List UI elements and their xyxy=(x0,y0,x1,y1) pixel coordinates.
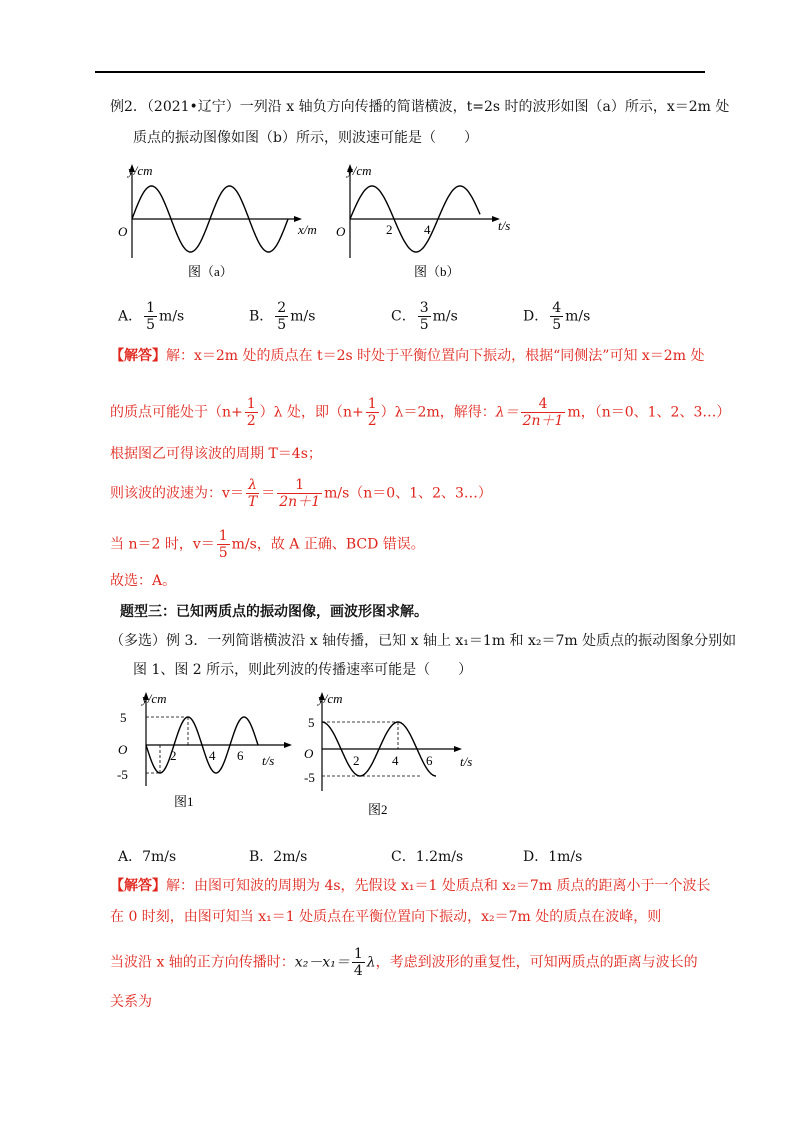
fig-a-ylabel: y/cm xyxy=(128,163,153,178)
fig-a-caption: 图（a） xyxy=(188,264,233,279)
fig-2-origin: O xyxy=(304,746,314,761)
fig-1-tick-6: 6 xyxy=(237,748,244,763)
fig-2-ymax: 5 xyxy=(308,715,315,730)
ex3-option-c[interactable]: C．1.2m/s xyxy=(391,849,464,865)
figure-b-vibration xyxy=(330,158,530,283)
fig-2-tick-2: 2 xyxy=(353,753,360,768)
fig-2-xlabel: t/s xyxy=(460,754,473,769)
fig-1-caption: 图1 xyxy=(174,794,194,809)
figure-a-wave xyxy=(110,158,320,283)
ex2-question-line2: 质点的振动图像如图（b）所示，则波速可能是（ ） xyxy=(133,130,478,146)
ex3-question-line2: 图 1、图 2 所示，则此列波的传播速率可能是（ ） xyxy=(133,662,473,678)
fig-1-tick-2: 2 xyxy=(170,748,177,763)
ex3-solution-line4: 关系为 xyxy=(110,994,152,1010)
ex3-question-line1: （多选）例 3．一列简谐横波沿 x 轴传播，已知 x 轴上 x₁＝1m 和 x₂＝7m 处质点的振动图象分别如 xyxy=(110,633,737,649)
ex2-option-b[interactable]: B． $\frac{2}{5}$ m/s xyxy=(249,300,316,333)
fig-1-ymin: -5 xyxy=(117,767,128,782)
type3-heading: 题型三：已知两质点的振动图像，画波形图求解。 xyxy=(120,604,428,620)
ex3-option-a[interactable]: A．7m/s xyxy=(118,849,177,865)
ex2-option-c[interactable]: C． $\frac{3}{5}$ m/s xyxy=(391,300,458,333)
figure-1-vibration xyxy=(112,686,297,814)
figure-2-vibration xyxy=(300,686,485,822)
ex3-option-d[interactable]: D．1m/s xyxy=(523,849,583,865)
fig-2-tick-6: 6 xyxy=(426,753,433,768)
header-rule xyxy=(95,71,705,73)
ex2-option-d[interactable]: D． $\frac{4}{5}$ m/s xyxy=(523,300,591,333)
fig-1-ylabel: y/cm xyxy=(142,691,167,706)
ex2-solution-line3: 根据图乙可得该波的周期 T＝4s； xyxy=(110,446,322,462)
fig-b-caption: 图（b） xyxy=(414,264,460,279)
ex3-solution-line3: 当波沿 x 轴的正方向传播时：x₂－x₁＝ $\frac{1}{4}$ λ，考虑到波形的重复性，可知两质点的距离与波长的 xyxy=(110,946,698,979)
fig-a-xlabel: x/m xyxy=(298,222,317,237)
fig-b-ylabel: y/cm xyxy=(347,163,372,178)
fig-b-tick-4: 4 xyxy=(424,222,431,237)
ex2-question-line1: 例2．（2021•辽宁）一列沿 x 轴负方向传播的简谐横波，t=2s 时的波形如图（a）所示，x＝2m 处 xyxy=(110,99,730,115)
fig-1-ymax: 5 xyxy=(120,710,127,725)
fig-a-origin: O xyxy=(118,224,128,239)
ex2-solution-line5: 当 n＝2 时，v＝ $\frac{1}{5}$ m/s，故 A 正确、BCD 错误。 xyxy=(110,528,425,561)
ex3-solution-line1: 【解答】解：由图可知波的周期为 4s，先假设 x₁＝1 处质点和 x₂＝7m 质点的距离小于一个波长 xyxy=(110,878,711,894)
fig-b-tick-2: 2 xyxy=(386,222,393,237)
ex3-solution-line2: 在 0 时刻，由图可知当 x₁＝1 处质点在平衡位置向下振动，x₂＝7m 处的质点在波峰，则 xyxy=(110,909,662,925)
fig-1-tick-4: 4 xyxy=(209,748,216,763)
fig-b-xlabel: t/s xyxy=(498,218,511,233)
fig-1-xlabel: t/s xyxy=(262,753,275,768)
ex2-solution-line2: 的质点可能处于（n+ $\frac{1}{2}$ ）λ 处，即（n+ $\frac{1}{2}$ ）λ＝2m，解得：λ＝ $\frac{4}{2n+1}$ m，（n＝0、1、2、3…） xyxy=(110,396,731,429)
fig-2-ymin: -5 xyxy=(304,770,315,785)
fig-2-ylabel: y/cm xyxy=(318,691,343,706)
ex2-solution-answer: 故选：A。 xyxy=(110,573,177,589)
fig-b-origin: O xyxy=(336,224,346,239)
fig-1-origin: O xyxy=(118,742,128,757)
ex2-solution-line1: 【解答】解：x＝2m 处的质点在 t＝2s 时处于平衡位置向下振动，根据“同侧法”可知 x＝2m 处 xyxy=(110,348,705,364)
ex3-option-b[interactable]: B．2m/s xyxy=(249,849,308,865)
fig-2-caption: 图2 xyxy=(368,802,388,817)
ex2-option-a[interactable]: A． $\frac{1}{5}$ m/s xyxy=(118,300,185,333)
ex2-solution-line4: 则该波的波速为：v＝ $\frac{\lambda}{T}$ ＝ $\frac{1}{2n+1}$ m/s（n＝0、1、2、3…） xyxy=(110,477,492,510)
fig-2-tick-4: 4 xyxy=(392,753,399,768)
